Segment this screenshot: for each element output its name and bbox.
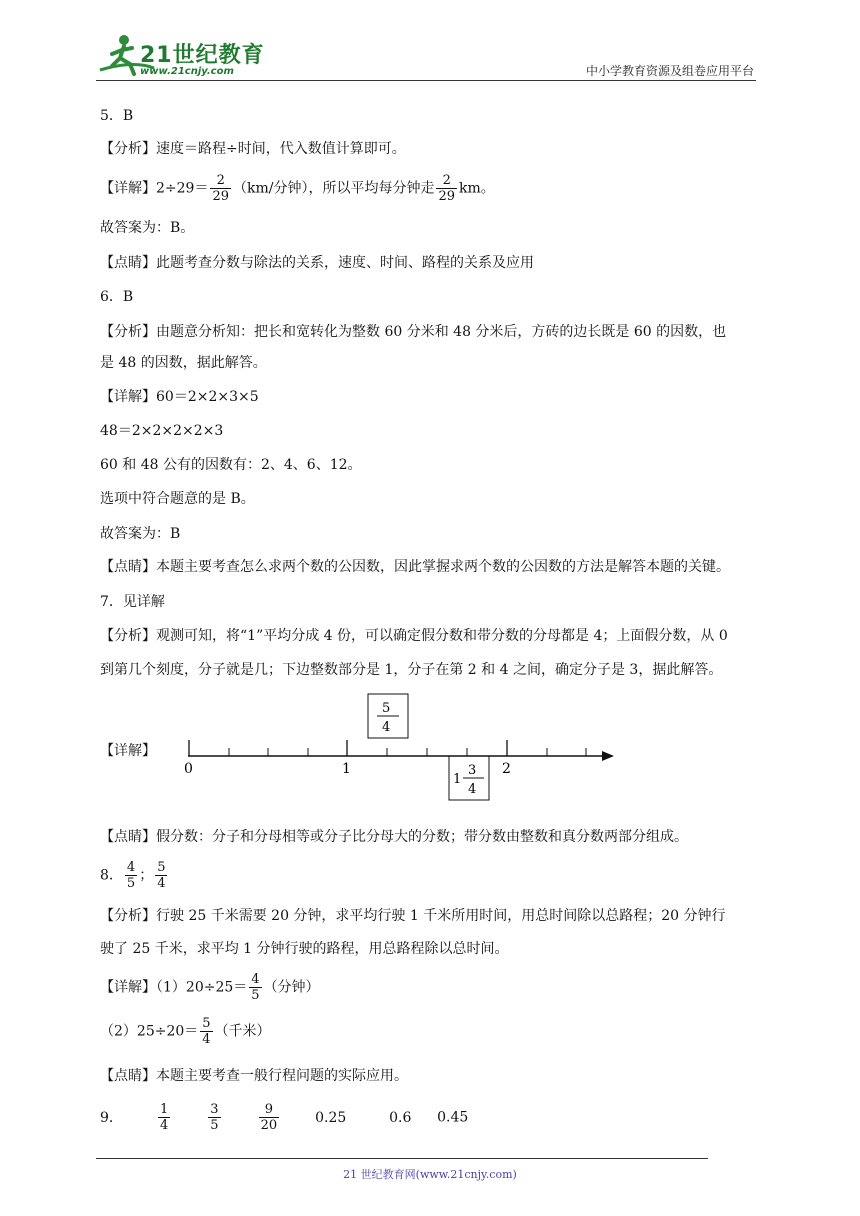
bottom-box-whole: 1	[453, 772, 462, 787]
q8-answer	[100, 860, 169, 891]
logo-url: www.21cnjy.com	[140, 66, 234, 77]
arrow-icon	[602, 751, 614, 761]
q7-detail-label: 【详解】	[100, 743, 156, 759]
q6-conclusion: 故答案为：B	[100, 526, 181, 542]
q8-detail-2-suffix: （千米）	[214, 1023, 271, 1040]
q9-decimal-3: 0.45	[437, 1109, 469, 1126]
fraction-denominator: 4	[157, 876, 166, 891]
tick-label-0: 0	[184, 761, 193, 777]
q8-detail-1	[100, 972, 320, 1003]
bottom-box-denominator: 4	[468, 782, 477, 797]
fraction-denominator: 4	[202, 1032, 211, 1047]
logo-text: 21世纪教育	[140, 43, 265, 68]
fraction-numerator: 5	[157, 860, 166, 875]
q7-answer: 7．见详解	[100, 594, 165, 610]
q8-detail-1-suffix: （分钟）	[263, 979, 320, 996]
top-box-numerator: 5	[382, 701, 391, 716]
fraction-numerator: 3	[210, 1102, 219, 1117]
footer-text[interactable]: 21 世纪教育网(www.21cnjy.com)	[343, 1168, 517, 1181]
q8-analysis-line-2: 驶了 25 千米，求平均 1 分钟行驶的路程，用总路程除以总时间。	[100, 941, 509, 957]
q6-answer: 6．B	[100, 289, 134, 305]
q5-answer: 5．B	[100, 108, 134, 124]
q8-analysis-line-1: 【分析】行驶 25 千米需要 20 分钟，求平均行驶 1 千米所用时间，用总时间除以总路程；20 分钟行	[100, 908, 726, 924]
number-line-diagram	[170, 690, 620, 805]
q5-fraction-1	[210, 173, 231, 204]
q8-answer-prefix: 8．	[100, 867, 123, 884]
bottom-box-numerator: 3	[468, 763, 477, 778]
q9-answer-prefix: 9．	[100, 1109, 123, 1126]
q9-decimal-2: 0.6	[389, 1109, 412, 1126]
top-box-denominator: 4	[382, 720, 391, 735]
q6-detail-line-3: 60 和 48 公有的因数有：2、4、6、12。	[100, 457, 362, 473]
q7-analysis-line-2: 到第几个刻度，分子就是几；下边整数部分是 1，分子在第 2 和 4 之间，确定分子是 3，据此解答。	[100, 662, 723, 678]
header-divider	[96, 80, 756, 81]
q8-separator: ；	[139, 867, 154, 884]
q5-detail-mid: （km/分钟），所以平均每分钟走	[233, 180, 435, 197]
fraction-numerator: 5	[202, 1016, 211, 1031]
header-platform-name: 中小学教育资源及组卷应用平台	[585, 64, 754, 78]
q9-fraction-1	[158, 1102, 170, 1133]
fraction-numerator: 1	[160, 1102, 169, 1117]
fraction-denominator: 29	[438, 189, 456, 204]
fraction-numerator: 2	[436, 173, 457, 189]
q8-comment: 【点睛】本题主要考查一般行程问题的实际应用。	[100, 1068, 408, 1084]
fraction-numerator: 9	[259, 1102, 280, 1118]
q9-answer	[100, 1102, 468, 1133]
tick-label-2: 2	[502, 761, 511, 777]
fraction-denominator: 20	[260, 1118, 278, 1133]
q5-detail	[100, 173, 495, 204]
fraction-numerator: 4	[251, 972, 260, 987]
q5-comment: 【点睛】此题考查分数与除法的关系，速度、时间、路程的关系及应用	[100, 255, 534, 271]
q8-detail-2-prefix: （2）25÷20＝	[100, 1023, 199, 1040]
footer-divider	[96, 1158, 708, 1159]
fraction-numerator: 2	[210, 173, 231, 189]
fraction-denominator: 5	[251, 988, 260, 1003]
tick-label-1: 1	[342, 761, 351, 777]
fraction-numerator: 4	[126, 860, 136, 875]
q8-detail-1-fraction	[249, 972, 261, 1003]
fraction-denominator: 29	[212, 189, 229, 204]
q9-fraction-2	[208, 1102, 220, 1133]
q9-fraction-3	[259, 1102, 280, 1133]
q5-analysis: 【分析】速度＝路程÷时间，代入数值计算即可。	[100, 141, 406, 157]
q8-detail-2-fraction	[200, 1016, 212, 1047]
q6-analysis-line-1: 【分析】由题意分析知：把长和宽转化为整数 60 分米和 48 分米后，方砖的边长既是 60 的因数，也	[100, 324, 727, 340]
q6-detail-line-2: 48＝2×2×2×2×3	[100, 423, 224, 439]
q6-comment: 【点睛】本题主要考查怎么求两个数的公因数，因此掌握求两个数的公因数的方法是解答本题的关键。	[100, 559, 730, 575]
q5-conclusion: 故答案为：B。	[100, 220, 195, 236]
q7-comment: 【点睛】假分数：分子和分母相等或分子比分母大的分数；带分数由整数和真分数两部分组成。	[100, 829, 688, 845]
q7-analysis-line-1: 【分析】观测可知，将“1”平均分成 4 份，可以确定假分数和带分数的分母都是 4；上面假分数，从 0	[100, 628, 728, 644]
q8-answer-fraction-2	[155, 860, 167, 891]
q9-decimal-1: 0.25	[315, 1109, 347, 1126]
fraction-denominator: 4	[160, 1118, 169, 1133]
fraction-denominator: 5	[210, 1118, 219, 1133]
q5-detail-suffix: km。	[459, 180, 495, 197]
q6-detail-line-1: 【详解】60＝2×2×3×5	[100, 389, 259, 405]
q5-fraction-2	[436, 173, 457, 204]
fraction-denominator: 5	[126, 876, 136, 891]
q8-detail-2	[100, 1016, 271, 1047]
q6-detail-line-4: 选项中符合题意的是 B。	[100, 491, 255, 507]
q5-detail-prefix: 【详解】2÷29＝	[100, 180, 209, 197]
q8-detail-1-prefix: 【详解】（1）20÷25＝	[100, 979, 248, 996]
q6-analysis-line-2: 是 48 的因数，据此解答。	[100, 355, 267, 371]
q8-answer-fraction-1	[125, 860, 137, 891]
